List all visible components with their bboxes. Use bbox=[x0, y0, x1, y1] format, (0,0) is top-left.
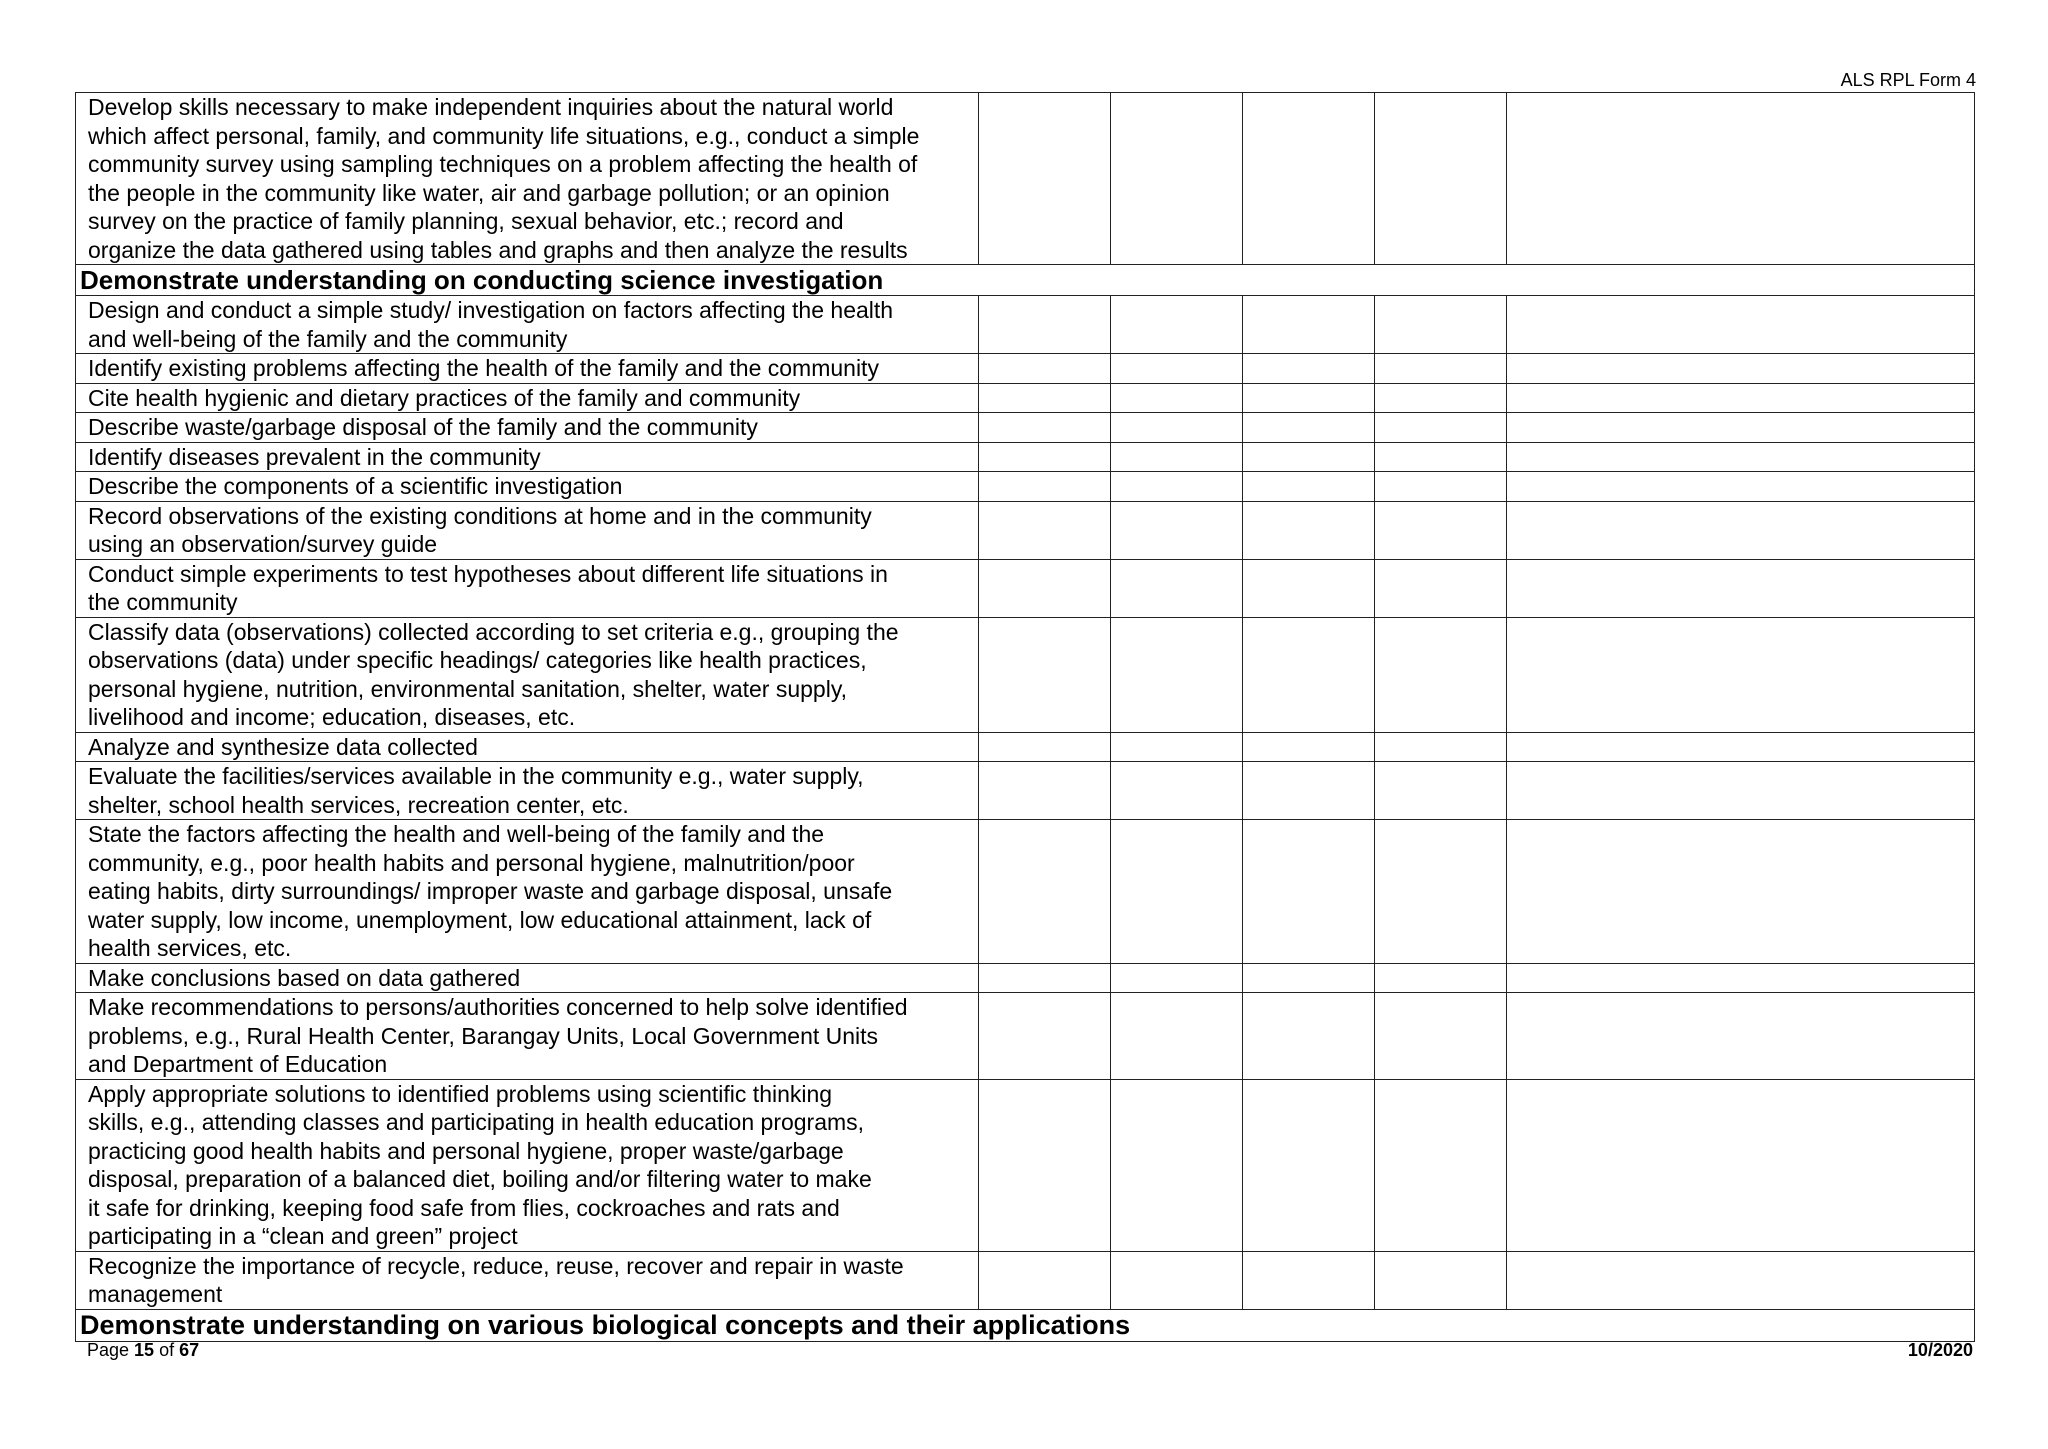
page-prefix: Page bbox=[87, 1340, 135, 1360]
competency-row bbox=[76, 732, 1975, 762]
remarks-cell bbox=[1507, 732, 1975, 762]
remarks-cell bbox=[1507, 993, 1975, 1080]
section-heading: Demonstrate understanding on conducting science investigation bbox=[76, 265, 1975, 296]
rating-cell bbox=[1243, 296, 1375, 354]
rating-cell bbox=[979, 1079, 1111, 1251]
remarks-cell bbox=[1507, 820, 1975, 964]
competency-text: Design and conduct a simple study/ investigation on factors affecting the health and well-being of the family and the community bbox=[76, 296, 979, 354]
rating-cell bbox=[1243, 1079, 1375, 1251]
rating-cell bbox=[1111, 1079, 1243, 1251]
rating-cell bbox=[1375, 1251, 1507, 1309]
remarks-cell bbox=[1507, 762, 1975, 820]
rating-cell bbox=[1111, 501, 1243, 559]
competency-text: Identify diseases prevalent in the community bbox=[76, 442, 979, 472]
rating-cell bbox=[979, 472, 1111, 502]
rating-cell bbox=[1111, 93, 1243, 265]
competency-row bbox=[76, 296, 1975, 354]
rating-cell bbox=[1375, 1079, 1507, 1251]
rating-cell bbox=[1243, 820, 1375, 964]
competency-row bbox=[76, 820, 1975, 964]
competency-text: Classify data (observations) collected according to set criteria e.g., grouping the observations (data) under specific headings/ categories like health practices, personal hygiene, nutrition, environmental sanitation, shelter, water supply, livelihood and income; education, diseases, etc. bbox=[76, 617, 979, 732]
rating-cell bbox=[1243, 383, 1375, 413]
rating-cell bbox=[1111, 559, 1243, 617]
rating-cell bbox=[1243, 993, 1375, 1080]
remarks-cell bbox=[1507, 1251, 1975, 1309]
competency-row bbox=[76, 442, 1975, 472]
section-heading-row bbox=[76, 1309, 1975, 1341]
remarks-cell bbox=[1507, 354, 1975, 384]
competency-row bbox=[76, 501, 1975, 559]
rating-cell bbox=[979, 93, 1111, 265]
competency-row bbox=[76, 559, 1975, 617]
rating-cell bbox=[1375, 93, 1507, 265]
competency-row bbox=[76, 93, 1975, 265]
rating-cell bbox=[1111, 963, 1243, 993]
revision-date: 10/2020 bbox=[1907, 1340, 1973, 1360]
rating-cell bbox=[1375, 354, 1507, 384]
rating-cell bbox=[1375, 732, 1507, 762]
rating-cell bbox=[1375, 442, 1507, 472]
competency-text: Recognize the importance of recycle, reduce, reuse, recover and repair in waste management bbox=[76, 1251, 979, 1309]
rating-cell bbox=[1111, 472, 1243, 502]
rating-cell bbox=[1111, 762, 1243, 820]
rating-cell bbox=[1375, 559, 1507, 617]
competency-row bbox=[76, 963, 1975, 993]
remarks-cell bbox=[1507, 501, 1975, 559]
competency-text: Cite health hygienic and dietary practices of the family and community bbox=[76, 383, 979, 413]
remarks-cell bbox=[1507, 296, 1975, 354]
competency-row bbox=[76, 617, 1975, 732]
rating-cell bbox=[1243, 472, 1375, 502]
section-heading: Demonstrate understanding on various biological concepts and their applications bbox=[76, 1309, 1975, 1341]
competency-row bbox=[76, 762, 1975, 820]
remarks-cell bbox=[1507, 617, 1975, 732]
rating-cell bbox=[1375, 617, 1507, 732]
competency-text: Describe the components of a scientific investigation bbox=[76, 472, 979, 502]
page-current: 15 bbox=[134, 1340, 155, 1360]
page-total: 67 bbox=[179, 1340, 200, 1360]
rating-cell bbox=[979, 993, 1111, 1080]
rating-cell bbox=[1243, 354, 1375, 384]
rating-cell bbox=[1243, 617, 1375, 732]
rating-cell bbox=[979, 442, 1111, 472]
competency-row bbox=[76, 383, 1975, 413]
competency-row bbox=[76, 354, 1975, 384]
rating-cell bbox=[979, 354, 1111, 384]
remarks-cell bbox=[1507, 472, 1975, 502]
rating-cell bbox=[1111, 296, 1243, 354]
competency-text: Analyze and synthesize data collected bbox=[76, 732, 979, 762]
rating-cell bbox=[1375, 963, 1507, 993]
section-heading-row bbox=[76, 265, 1975, 296]
remarks-cell bbox=[1507, 93, 1975, 265]
rating-cell bbox=[979, 413, 1111, 443]
rating-cell bbox=[1111, 442, 1243, 472]
remarks-cell bbox=[1507, 383, 1975, 413]
rating-cell bbox=[1111, 413, 1243, 443]
rating-cell bbox=[979, 559, 1111, 617]
rating-cell bbox=[979, 1251, 1111, 1309]
competency-text: Develop skills necessary to make independent inquiries about the natural world which affect personal, family, and community life situations, e.g., conduct a simple community survey using sampling techniques on a problem affecting the health of the people in the community like water, air and garbage pollution; or an opinion survey on the practice of family planning, sexual behavior, etc.; record and organize the data gathered using tables and graphs and then analyze the results bbox=[76, 93, 979, 265]
competency-text: Identify existing problems affecting the health of the family and the community bbox=[76, 354, 979, 384]
remarks-cell bbox=[1507, 442, 1975, 472]
competency-text: Apply appropriate solutions to identified problems using scientific thinking skills, e.g., attending classes and participating in health education programs, practicing good health habits and personal hygiene, proper waste/garbage disposal, preparation of a balanced diet, boiling and/or filtering water to make it safe for drinking, keeping food safe from flies, cockroaches and rats and participating in a “clean and green” project bbox=[76, 1079, 979, 1251]
rating-cell bbox=[979, 820, 1111, 964]
competency-text: Record observations of the existing conditions at home and in the community using an observation/survey guide bbox=[76, 501, 979, 559]
form-label: ALS RPL Form 4 bbox=[1840, 70, 1976, 90]
rating-cell bbox=[1375, 993, 1507, 1080]
rating-cell bbox=[1111, 354, 1243, 384]
competency-row bbox=[76, 1251, 1975, 1309]
rating-cell bbox=[1243, 442, 1375, 472]
rating-cell bbox=[1111, 993, 1243, 1080]
rating-cell bbox=[1243, 963, 1375, 993]
competency-text: State the factors affecting the health and well-being of the family and the community, e.g., poor health habits and personal hygiene, malnutrition/poor eating habits, dirty surroundings/ improper waste and garbage disposal, unsafe water supply, low income, unemployment, low educational attainment, lack of health services, etc. bbox=[76, 820, 979, 964]
rating-cell bbox=[1111, 383, 1243, 413]
rating-cell bbox=[1243, 559, 1375, 617]
competency-row bbox=[76, 472, 1975, 502]
competency-text: Make recommendations to persons/authorities concerned to help solve identified problems, e.g., Rural Health Center, Barangay Units, Local Government Units and Department of Education bbox=[76, 993, 979, 1080]
page-of: of bbox=[154, 1340, 180, 1360]
rating-cell bbox=[1111, 820, 1243, 964]
rating-cell bbox=[1375, 296, 1507, 354]
rating-cell bbox=[1243, 762, 1375, 820]
rating-cell bbox=[1243, 501, 1375, 559]
rating-cell bbox=[1375, 413, 1507, 443]
competency-text: Make conclusions based on data gathered bbox=[76, 963, 979, 993]
rating-cell bbox=[1243, 1251, 1375, 1309]
competency-text: Evaluate the facilities/services available in the community e.g., water supply, shelter, school health services, recreation center, etc. bbox=[76, 762, 979, 820]
rating-cell bbox=[979, 762, 1111, 820]
page-number bbox=[87, 1339, 199, 1361]
competency-row bbox=[76, 993, 1975, 1080]
rating-cell bbox=[1243, 413, 1375, 443]
competency-table bbox=[75, 92, 1974, 1342]
remarks-cell bbox=[1507, 413, 1975, 443]
rating-cell bbox=[979, 296, 1111, 354]
rating-cell bbox=[979, 732, 1111, 762]
rating-cell bbox=[979, 963, 1111, 993]
competency-row bbox=[76, 1079, 1975, 1251]
competency-text: Conduct simple experiments to test hypotheses about different life situations in the community bbox=[76, 559, 979, 617]
rating-cell bbox=[979, 501, 1111, 559]
competency-text: Describe waste/garbage disposal of the family and the community bbox=[76, 413, 979, 443]
rating-cell bbox=[1111, 732, 1243, 762]
rating-cell bbox=[1375, 383, 1507, 413]
remarks-cell bbox=[1507, 963, 1975, 993]
rating-cell bbox=[979, 617, 1111, 732]
rating-cell bbox=[1243, 732, 1375, 762]
rating-cell bbox=[1375, 820, 1507, 964]
rating-cell bbox=[1243, 93, 1375, 265]
rating-cell bbox=[1375, 472, 1507, 502]
competency-row bbox=[76, 413, 1975, 443]
rating-cell bbox=[1375, 762, 1507, 820]
rating-cell bbox=[1111, 617, 1243, 732]
rating-cell bbox=[979, 383, 1111, 413]
rating-cell bbox=[1111, 1251, 1243, 1309]
rating-cell bbox=[1375, 501, 1507, 559]
remarks-cell bbox=[1507, 559, 1975, 617]
remarks-cell bbox=[1507, 1079, 1975, 1251]
